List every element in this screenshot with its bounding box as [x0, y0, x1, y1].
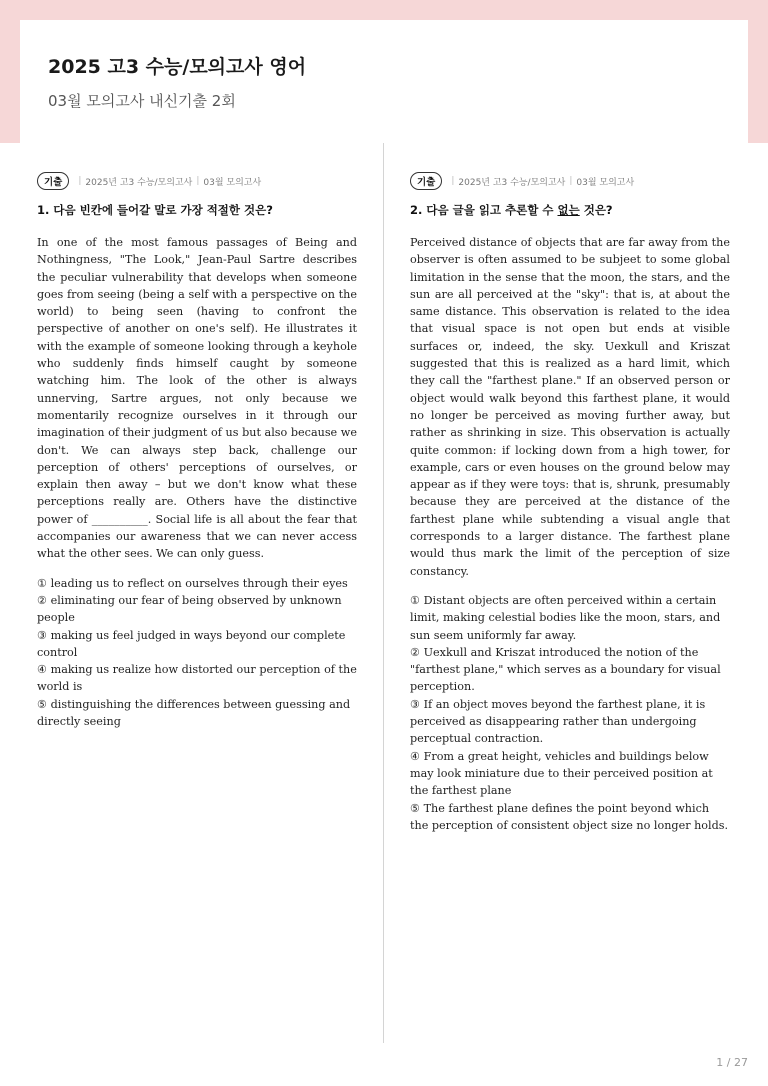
meta-month: 03월 모의고사: [576, 177, 635, 188]
meta-exam: 2025년 고3 수능/모의고사: [458, 177, 566, 188]
source-badge: 기출: [37, 172, 69, 190]
question-2-title-end: 것은?: [579, 203, 613, 217]
question-2-passage: Perceived distance of objects that are far away from the observer is often assumed to be subjeet to some global limitation in the sense that the moon, the stars, and the sun are all perceived at the "sky": that is, at about the same distance. This observation is related to the idea that visual space is not open but ends at visible surfaces or, indeed, the sky. Uexkull and Kriszat suggested that this is realized as a hard limit, which they call the "farthest plane." If an observed person or object would walk beyond this farthest plane, it would no longer be perceived as moving further away, but rather as shrinking in size. This observation is actually quite common: if locking down from a high tower, for example, cars or even houses on the ground below may appear as if they were toys: that is, shrunk, presumably because they are perceived at the distance of the farthest plane while subtending a visual angle that corresponds to a larger distance. The farthest plane would thus mark the limit of the perception of size constancy.: [410, 236, 730, 578]
question-2-choices: [410, 592, 730, 834]
document-title: 2025 고3 수능/모의고사 영어: [48, 56, 307, 78]
question-1-meta: [37, 172, 357, 190]
choice-3: ③ If an object moves beyond the farthest plane, it is perceived as disappearing rather than undergoing perceptual contraction.: [410, 697, 706, 746]
header-card: [20, 20, 748, 143]
question-2: [410, 172, 730, 834]
meta-separator: |: [451, 176, 455, 186]
question-2-meta: [410, 172, 730, 190]
document-subtitle: 03월 모의고사 내신기출 2회: [48, 92, 236, 110]
column-divider: [383, 143, 384, 1043]
source-badge: 기출: [410, 172, 442, 190]
question-2-title-underlined: 없는: [557, 203, 580, 217]
question-2-title-start: 2. 다음 글을 읽고 추론할 수: [410, 203, 558, 217]
choice-5: ⑤ distinguishing the differences between guessing and directly seeing: [37, 697, 351, 729]
page-number: 1 / 27: [716, 1056, 748, 1069]
meta-exam: 2025년 고3 수능/모의고사: [85, 177, 193, 188]
choice-4: ④ From a great height, vehicles and buildings below may look miniature due to their perceived position at the farthest plane: [410, 749, 713, 798]
question-1-title: 1. 다음 빈칸에 들어갈 말로 가장 적절한 것은?: [37, 203, 273, 217]
question-1-choices: [37, 575, 357, 731]
choice-2: ② eliminating our fear of being observed by unknown people: [37, 593, 342, 625]
choice-1: ① leading us to reflect on ourselves through their eyes: [37, 576, 348, 590]
meta-separator: |: [569, 176, 573, 186]
choice-5: ⑤ The farthest plane defines the point beyond which the perception of consistent object size no longer holds.: [410, 801, 729, 832]
choice-4: ④ making us realize how distorted our perception of the world is: [37, 663, 357, 694]
choice-2: ② Uexkull and Kriszat introduced the notion of the "farthest plane," which serves as a boundary for visual perception.: [410, 645, 721, 694]
meta-separator: |: [196, 176, 200, 186]
choice-3: ③ making us feel judged in ways beyond our complete control: [37, 628, 346, 659]
question-2-title: [410, 202, 730, 218]
choice-1: ① Distant objects are often perceived within a certain limit, making celestial bodies like the moon, stars, and sun seem uniformly far away.: [410, 593, 721, 642]
question-1-passage: In one of the most famous passages of Being and Nothingness, "The Look," Jean-Paul Sartre describes the peculiar vulnerability that develops when someone goes from seeing (being a self with a perspective on the world) to being seen (having to confront the perspective of another on one's self). He illustrates it with the example of someone looking through a keyhole who suddenly finds himself caught by someone watching him. The look of the other is always unnerving, Sartre argues, not only because we momentarily recognize ourselves in it through our imagination of their judgment of us but also because we don't. We can always step back, challenge our perception of others' perceptions of ourselves, or explain then away – but we don't know what these perceptions really are. Others have the distinctive power of __________. Social life is all about the fear that accompanies our awareness that we can never access what the other sees. We can only guess.: [37, 236, 357, 561]
meta-separator: |: [78, 176, 82, 186]
question-1: [37, 172, 357, 730]
meta-month: 03월 모의고사: [203, 177, 262, 188]
